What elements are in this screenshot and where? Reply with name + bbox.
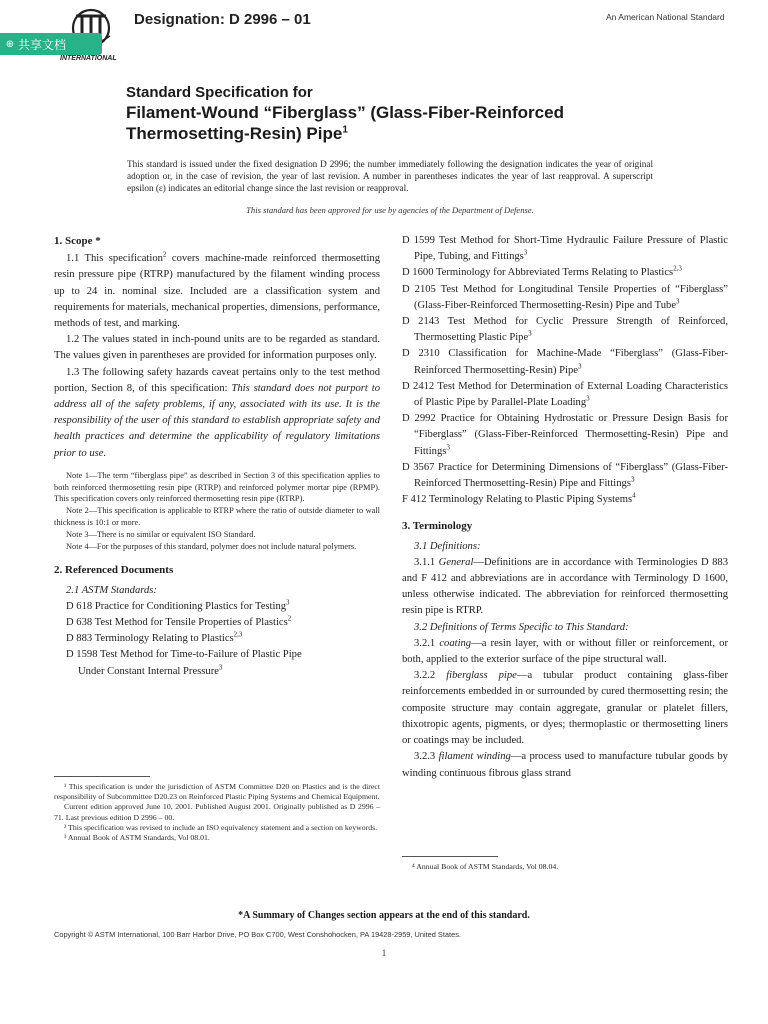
paragraph-3-2: 3.2 Definitions of Terms Specific to This Standard:	[414, 621, 629, 633]
left-column	[54, 233, 380, 680]
footnote: Current edition approved June 10, 2001. Published August 2001. Originally published as D 2996 – 71. Last previous edition D 2996 – 00.	[54, 802, 380, 822]
footnote: ¹ This specification is under the jurisdiction of ASTM Committee D20 on Plastics and is the direct responsibility of Subcommittee D20.23 on Reinforced Plastic Piping Systems and Chemical Equipment.	[54, 782, 380, 802]
ref-item: D 618 Practice for Conditioning Plastics for Testing$^3$	[66, 598, 290, 612]
footnote-rule-left	[54, 776, 150, 777]
footnote: ² This specification was revised to include an ISO equivalency statement and a section on keywords.	[64, 822, 378, 832]
copyright: Copyright © ASTM International, 100 Barr Harbor Drive, PO Box C700, West Conshohocken, PA 19428-2959, United States.	[54, 930, 461, 939]
note-1: Note 1—The term “fiberglass pipe” as described in Section 3 of this specification applies to both reinforced thermosetting resin pipe (RTRP) and reinforced polymer mortar pipe (RPMP). This specification covers only reinforced thermosetting resin pipe (RTRP).	[54, 470, 380, 504]
note-3: Note 3—There is no similar or equivalent ISO Standard.	[66, 529, 256, 539]
ref-item: D 2310 Classification for Machine-Made “Fiberglass” (Glass-Fiber-Reinforced Thermosetting-Resin) Pipe$^3$	[402, 348, 728, 376]
issuance-note: This standard is issued under the fixed designation D 2996; the number immediately following the designation indicates the year of original adoption or, in the case of revision, the year of last revision. A number in parentheses indicates the year of last reapproval. A superscript epsilon (ε) indicates an editorial change since the last revision or reapproval.	[127, 159, 653, 193]
right-column	[402, 233, 728, 782]
ref-item: D 638 Test Method for Tensile Properties of Plastics$^2$	[66, 614, 292, 629]
section-heading-scope: 1. Scope *	[54, 235, 101, 247]
section-heading-terminology: 3. Terminology	[402, 520, 473, 533]
note-2: Note 2—This specification is applicable to RTRP where the ratio of outside diameter to wall thickness is 10:1 or more.	[54, 506, 380, 528]
ref-item: D 2105 Test Method for Longitudinal Tensile Properties of “Fiberglass” (Glass-Fiber-Reinforced Thermosetting-Resin) Pipe and Tube$^3$	[402, 283, 728, 311]
title-line-1: Standard Specification for	[126, 84, 313, 101]
paragraph-1-1: 1.1 This specification$^2$ covers machine-made reinforced thermosetting resin pressure pipe (RTRP) manufactured by the filament winding process up to 24 in. nominal size. Included are a classification system and requirements for materials, mechanical properties, dimensions, performance, methods of test, and marking.	[54, 250, 381, 330]
title-line-2: Filament-Wound “Fiberglass” (Glass-Fiber-Reinforced	[126, 103, 564, 122]
ref-item: D 2143 Test Method for Cyclic Pressure Strength of Reinforced, Thermosetting Plastic Pipe$^3$	[402, 316, 728, 344]
ref-item: F 412 Terminology Relating to Plastic Piping Systems$^4$	[402, 491, 636, 506]
ref-item: D 883 Terminology Relating to Plastics$^{2,3}$	[66, 630, 243, 645]
paragraph-3-2-2: 3.2.2 fiberglass pipe—a tubular product containing glass-fiber reinforcements embedded in or surrounded by cured thermosetting resin; the composite structure may contain aggregate, granular or platelet fillers, thixotropic agents, pigments, or dyes; thermoplastic or thermosetting liners or coatings may be included.	[402, 670, 728, 747]
logo-subtitle: INTERNATIONAL	[60, 55, 117, 62]
footnote: ⁴ Annual Book of ASTM Standards, Vol 08.04.	[412, 862, 559, 871]
footnotes-right	[402, 862, 728, 872]
section-heading-referenced-documents: 2. Referenced Documents	[54, 564, 174, 577]
ref-item: D 1600 Terminology for Abbreviated Terms Relating to Plastics$^{2,3}$	[402, 264, 682, 279]
share-document-button[interactable]	[0, 33, 102, 55]
ref-item: D 1598 Test Method for Time-to-Failure of Plastic Pipe Under Constant Internal Pressure$^3$	[66, 649, 302, 677]
summary-of-changes-note: *A Summary of Changes section appears at the end of this standard.	[238, 910, 530, 921]
document-title	[126, 84, 646, 144]
ref-item: D 2992 Practice for Obtaining Hydrostatic or Pressure Design Basis for “Fiberglass” (Glass-Fiber-Reinforced Thermosetting-Resin) Pipe and Fittings$^3$	[402, 413, 728, 457]
ref-item: D 2412 Test Method for Determination of External Loading Characteristics of Plastic Pipe by Parallel-Plate Loading$^3$	[402, 380, 728, 409]
standard-type: An American National Standard	[606, 12, 725, 22]
paragraph-3-2-1: 3.2.1 coating—a resin layer, with or without filler or reinforcement, or both, applied to the exterior surface of the pipe structural wall.	[402, 637, 728, 666]
paragraph-3-1-1: 3.1.1 General—Definitions are in accordance with Terminologies D 883 and F 412 and abbreviations are in accordance with Terminology D 1600, unless otherwise indicated. The abbreviation for reinforced thermosetting resin pipe is RTRP.	[402, 556, 728, 617]
paragraph-1-2: 1.2 The values stated in inch-pound units are to be regarded as standard. The values given in parentheses are provided for information purposes only.	[54, 334, 380, 362]
page-number: 1	[381, 948, 387, 958]
paragraph-1-3: 1.3 The following safety hazards caveat pertains only to the test method portion, Section 8, of this specification: This standard does not purport to address all of the safety problems, if any, associated with its use. It is the responsibility of the user of this standard to establish appropriate safety and health practices and determine the applicability of regulatory limitations prior to use.	[54, 366, 380, 459]
definitions-label: 3.1 Definitions:	[414, 540, 481, 552]
footnote-rule-right	[402, 856, 498, 857]
astm-standards-label: 2.1 ASTM Standards:	[66, 584, 157, 596]
footnote: ³ Annual Book of ASTM Standards, Vol 08.01.	[64, 833, 210, 843]
note-4: Note 4—For the purposes of this standard, polymer does not include natural polymers.	[66, 541, 357, 551]
designation: Designation: D 2996 – 01	[134, 11, 311, 28]
dod-approval: This standard has been approved for use by agencies of the Department of Defense.	[246, 205, 534, 215]
paragraph-3-2-3: 3.2.3 filament winding—a process used to manufacture tubular goods by winding continuous fibrous glass strand	[402, 751, 728, 779]
ref-item: D 1599 Test Method for Short-Time Hydraulic Failure Pressure of Plastic Pipe, Tubing, and Fittings$^3$	[402, 235, 728, 263]
share-icon: ⊕	[5, 38, 15, 50]
footnotes-left	[54, 782, 380, 843]
share-label: 共享文档	[18, 37, 67, 52]
title-line-3: Thermosetting-Resin) Pipe$^1$	[126, 124, 348, 143]
ref-item: D 3567 Practice for Determining Dimensions of “Fiberglass” (Glass-Fiber-Reinforced Thermosetting-Resin) Pipe and Fittings$^3$	[402, 461, 728, 490]
